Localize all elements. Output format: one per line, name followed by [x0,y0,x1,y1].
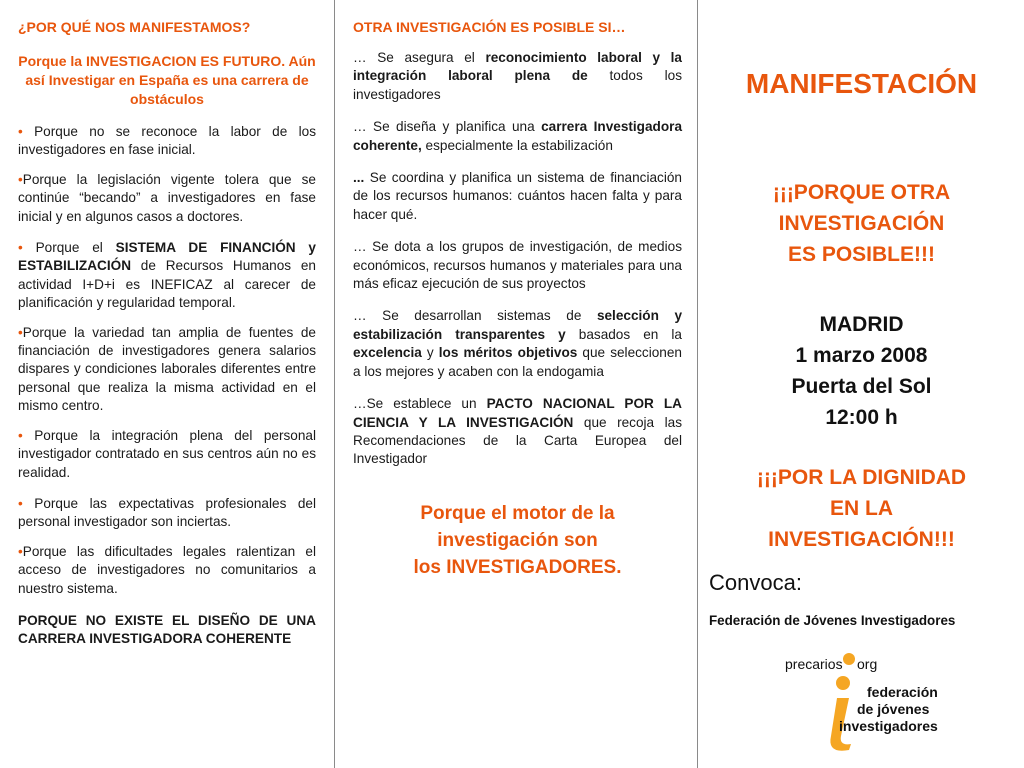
federation-name: Federación de Jóvenes Investigadores [709,613,956,628]
possible-point-1-bold: reconocimiento laboral y la integración laboral plena de [353,50,682,84]
logo-line-1: federación [867,684,938,700]
slogan-possible-line-1: ¡¡¡PORQUE OTRA [772,181,951,204]
possible-point-5-rest: que seleccionen a los mejores y acaben con la endogamia [353,345,682,379]
possible-point-6 [353,395,682,469]
why-bullet-5-text: Porque la integración plena del personal investigador contratado en sus centros aún no es realidad. [18,427,316,480]
slogan-possible-line-2: INVESTIGACIÓN [778,212,945,235]
column-why [0,0,334,768]
logo-line-2: de jóvenes [857,701,930,717]
possible-point-3-bold: ... [353,170,365,186]
event-city: MADRID [819,313,904,336]
why-bullet-3 [18,239,316,313]
possible-point-5-bold-2: excelencia [353,345,422,361]
why-bullet-3-bold: SISTEMA DE FINANCIÓN y ESTABILIZACIÓN [18,240,316,274]
why-bullet-6-text: Porque las expectativas profesionales del personal investigador son inciertas. [18,495,316,530]
motto [353,500,682,581]
possible-point-2 [353,118,682,155]
why-heading: ¿POR QUÉ NOS MANIFESTAMOS? [18,19,251,35]
event-time: 12:00 h [825,406,898,429]
why-bullet-1-text: Porque no se reconoce la labor de los investigadores en fase inicial. [18,124,316,158]
possible-point-2-rest: especialmente la estabilización [421,137,613,153]
event-title: MANIFESTACIÓN [745,68,978,99]
possible-point-5-mid-2: y [421,345,439,361]
possible-point-3-text: Se coordina y planifica un sistema de financiación de los recursos humanos: cuántos hacen falta y para hacer qué. [353,170,682,222]
why-bullet-4 [18,324,316,416]
slogan-dignity-line-2: EN LA [830,497,893,520]
why-bullet-2 [18,171,316,226]
possible-point-1-rest: todos los investigadores [353,68,682,102]
event-date: 1 marzo 2008 [795,344,928,367]
possible-point-5-bold-3: los méritos objetivos [438,345,578,361]
possible-point-6-bold: PACTO NACIONAL POR LA CIENCIA Y LA INVESTIGACIÓN [353,396,682,430]
possible-point-5-mid-1: basados en la [565,326,682,342]
column-divider-left [334,0,335,768]
motto-line-3: los INVESTIGADORES. [413,556,622,578]
bullet-icon: • [18,324,23,340]
motto-line-1: Porque el motor de la [420,502,615,524]
why-bullet-5 [18,427,316,482]
slogan-dignity [699,462,1024,555]
why-conclusion: PORQUE NO EXISTE EL DISEÑO DE UNA CARRERA INVESTIGADORA COHERENTE [18,612,316,647]
possible-point-2-text: … Se diseña y planifica una [353,119,542,135]
fji-logo [779,650,959,760]
why-bullet-1 [18,123,316,160]
possible-point-3 [353,169,682,224]
bullet-icon: • [18,543,23,559]
possible-point-4: … Se dota a los grupos de investigación, de medios económicos, recursos humanos y materiales para una más eficaz ejecución de sus proyectos [353,239,682,292]
bullet-icon: • [18,171,23,187]
possible-point-2-bold: carrera Investigadora coherente, [353,119,682,153]
column-possible [336,0,698,768]
bullet-icon: • [18,240,23,256]
motto-line-2: investigación son [437,529,598,551]
why-bullet-7-text: Porque las dificultades legales ralentizan el acceso de investigadores no comunitarios a nuestro sistema. [18,543,316,596]
possible-point-5 [353,307,682,381]
slogan-dignity-line-1: ¡¡¡POR LA DIGNIDAD [756,466,967,489]
slogan-dignity-line-3: INVESTIGACIÓN!!! [768,528,955,551]
slogan-possible [699,177,1024,270]
why-bullet-2-text: Porque la legislación vigente tolera que se continúe “becando” a investigadores en fase inicial y en algunos casos a doctores. [18,171,316,224]
possible-point-6-rest: que recoja las Recomendaciones de la Carta Europea del Investigador [353,414,682,467]
event-place: Puerta del Sol [791,375,932,398]
possible-point-1-text: … Se asegura el [353,50,486,65]
why-bullet-4-text: Porque la variedad tan amplia de fuentes de financiación de investigadores genera salarios dispares y condiciones laborales diferentes entre personal que realiza la misma actividad en el mismo centro. [18,324,316,414]
bullet-icon: • [18,495,23,511]
why-intro: Porque la INVESTIGACION ES FUTURO. Aún así Investigar en España es una carrera de obstáculos [18,53,316,107]
column-event [699,0,1024,768]
possible-heading: OTRA INVESTIGACIÓN ES POSIBLE SI… [353,19,626,35]
possible-point-5-bold-1: selección y estabilización transparentes y [353,308,682,342]
logo-dot-icon [843,653,855,665]
event-details [699,309,1024,433]
slogan-possible-line-3: ES POSIBLE!!! [787,243,935,266]
convoca-label: Convoca: [709,570,802,595]
logo-web-right: org [857,656,878,672]
why-bullet-3-text: Porque el [35,240,116,256]
bullet-icon: • [18,427,23,443]
bullet-icon: • [18,124,23,139]
possible-point-6-text: …Se establece un [353,396,487,412]
possible-point-5-text: … Se desarrollan sistemas de [353,308,597,324]
possible-point-1 [353,49,682,104]
why-bullet-7 [18,543,316,598]
why-bullet-3-rest: de Recursos Humanos en actividad I+D+i es INEFICAZ al carecer de planificación y regularidad temporal. [18,258,316,311]
logo-web-left: precarios [785,656,843,672]
i-letter-logo-icon [821,674,861,754]
why-bullet-6 [18,495,316,532]
logo-line-3: investigadores [839,718,938,734]
